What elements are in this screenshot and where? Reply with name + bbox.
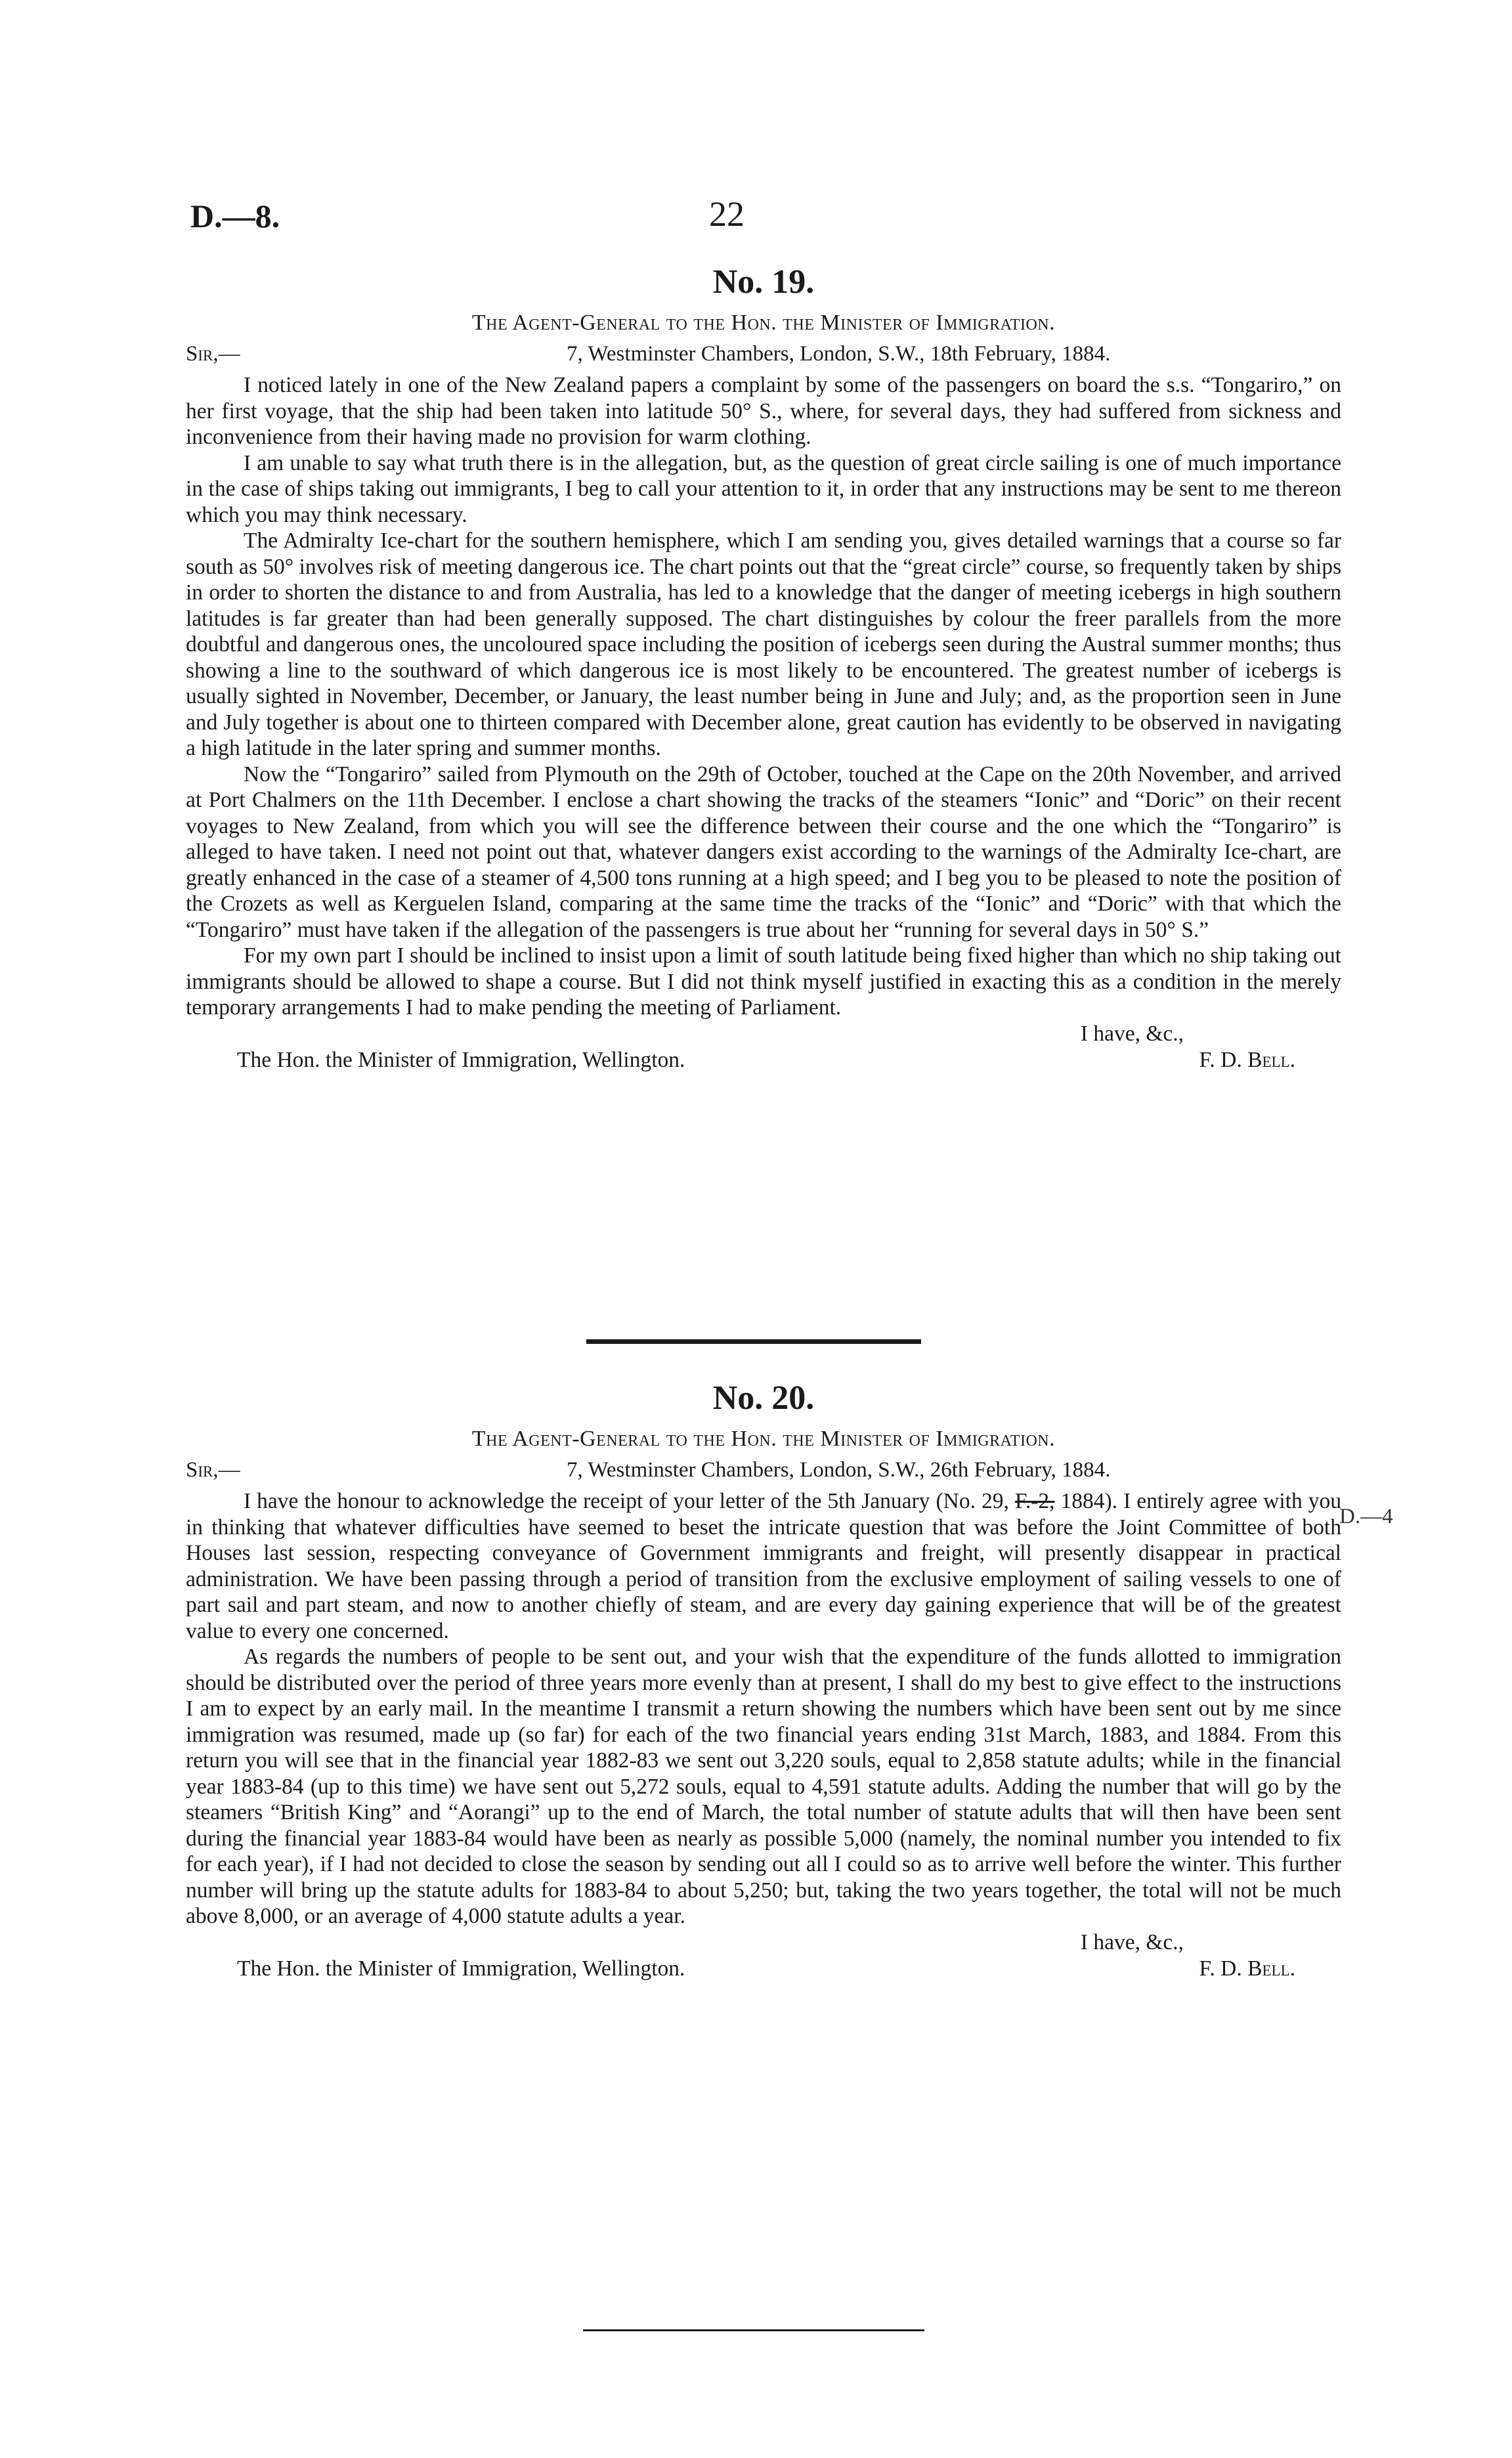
address-line xyxy=(186,1458,1341,1488)
letter-19 xyxy=(186,263,1341,1073)
signature: F. D. Bell. xyxy=(1199,1047,1295,1072)
paragraph: For my own part I should be inclined to insist upon a limit of south latitude being fixed higher than which no ship taking out immigrants should be allowed to shape a course. But I did not think myself justified in exacting this as a condition in the merely temporary arrangements I had to make pending the meeting of Parliament. xyxy=(186,943,1341,1020)
margin-annotation: D.—4 xyxy=(1339,1505,1393,1528)
closing-row xyxy=(186,1930,1341,1956)
letter-heading: The Agent-General to the Hon. the Minister of Immigration. xyxy=(471,1427,1056,1451)
paragraph: I am unable to say what truth there is in the allegation, but, as the question of great circle sailing is one of much importance in the case of ships taking out immigrants, I beg to call your attention to it, in order that any instructions may be sent to me thereon which you may think necessary. xyxy=(186,450,1341,527)
address-line xyxy=(186,342,1341,372)
paragraph: I noticed lately in one of the New Zealand papers a complaint by some of the passengers on board the s.s. “Tongariro,” on her first voyage, that the ship had been taken into latitude 50° S., where, for several days, they had suffered from sickness and inconvenience from their having made no provision for warm clothing. xyxy=(186,373,1341,449)
closing: I have, &c., xyxy=(1080,1930,1184,1954)
section-divider xyxy=(586,1339,921,1344)
signature-row xyxy=(186,1956,1341,1982)
paragraph: As regards the numbers of people to be sent out, and your wish that the expenditure of the funds allotted to immigration should be distributed over the period of three years more evenly than at present, I shall do my best to give effect to the instructions I am to expect by an early mail. In the meantime I transmit a return showing the numbers which have been sent out by me since immigration was resumed, made up (so far) for each of the two financial years ending 31st March, 1883, and 1884. From this return you will see that in the financial year 1882-83 we sent out 3,220 souls, equal to 2,858 statute adults; while in the financial year 1883-84 (up to this time) we have sent out 5,272 souls, equal to 4,591 statute adults. Adding the number that will go by the steamers “British King” and “Aorangi” up to the end of March, the total number of statute adults that will then have been sent during the financial year 1883-84 would have been as nearly as possible 5,000 (namely, the nominal number you intended to fix for each year), if I had not decided to close the season by sending out all I could so as to arrive well before the winter. This further number will bring up the statute adults for 1883-84 to about 5,250; but, taking the two years together, the total will not be much above 8,000, or an average of 4,000 statute adults a year. xyxy=(186,1645,1341,1928)
signature-row xyxy=(186,1047,1341,1073)
addressee: The Hon. the Minister of Immigration, Wellington. xyxy=(237,1956,685,1981)
salutation: Sir,— xyxy=(186,342,240,366)
document-reference: D.—8. xyxy=(190,198,280,234)
struck-text: F.-2, xyxy=(1014,1489,1055,1513)
paragraph xyxy=(186,1488,1341,1644)
end-rule xyxy=(583,2329,924,2331)
salutation: Sir,— xyxy=(186,1458,240,1482)
sender-address: 7, Westminster Chambers, London, S.W., 18th February, 1884. xyxy=(567,342,1111,366)
letter-20 xyxy=(186,1379,1341,1982)
letter-number: No. 20. xyxy=(712,1379,815,1417)
paragraph-text: 1884). I entirely agree with you in thinking that whatever difficulties have seemed to beset the intricate question that was before the Joint Committee of both Houses last session, respecting conveyance of Government immigrants and freight, will presently disappear in practical administration. We have been passing through a period of transition from the exclusive employment of sailing vessels to one of part sail and part steam, and now to another chiefly of steam, and are every day gaining experience that will be of the greatest value to every one concerned. xyxy=(186,1489,1342,1643)
paragraph: The Admiralty Ice-chart for the southern hemisphere, which I am sending you, gives detailed warnings that a course so far south as 50° involves risk of meeting dangerous ice. The chart points out that the “great circle” course, so frequently taken by ships in order to shorten the distance to and from Australia, has led to a knowledge that the danger of meeting icebergs in high southern latitudes is far greater than had been generally supposed. The chart distinguishes by colour the freer parallels from the more doubtful and dangerous ones, the uncoloured space including the position of icebergs seen during the Austral summer months; thus showing a line to the southward of which dangerous ice is most likely to be encountered. The greatest number of icebergs is usually sighted in November, December, or January, the least number being in June and July; and, as the proportion seen in June and July together is about one to thirteen compared with December alone, great caution has evidently to be observed in navigating a high latitude in the later spring and summer months. xyxy=(186,528,1341,760)
page-number: 22 xyxy=(709,194,745,234)
closing: I have, &c., xyxy=(1080,1021,1184,1046)
signature: F. D. Bell. xyxy=(1199,1956,1295,1981)
letter-heading: The Agent-General to the Hon. the Minister of Immigration. xyxy=(471,311,1056,335)
letter-number: No. 19. xyxy=(712,263,815,301)
paragraph: Now the “Tongariro” sailed from Plymouth on the 29th of October, touched at the Cape on the 20th November, and arrived at Port Chalmers on the 11th December. I enclose a chart showing the tracks of the steamers “Ionic” and “Doric” on their recent voyages to New Zealand, from which you will see the difference between their course and the one which the “Tongariro” is alleged to have taken. I need not point out that, whatever dangers exist according to the warnings of the Admiralty Ice-chart, are greatly enhanced in the case of a steamer of 4,500 tons running at a high speed; and I beg you to be pleased to note the position of the Crozets as well as Kerguelen Island, comparing at the same time the tracks of the “Ionic” and “Doric” with that which the “Tongariro” must have taken if the allegation of the passengers is true about her “running for several days in 50° S.” xyxy=(186,762,1341,942)
addressee: The Hon. the Minister of Immigration, Wellington. xyxy=(237,1047,685,1072)
closing-row xyxy=(186,1021,1341,1047)
sender-address: 7, Westminster Chambers, London, S.W., 26th February, 1884. xyxy=(567,1458,1111,1482)
paragraph-text: I have the honour to acknowledge the receipt of your letter of the 5th January (No. 29, xyxy=(244,1489,1015,1513)
